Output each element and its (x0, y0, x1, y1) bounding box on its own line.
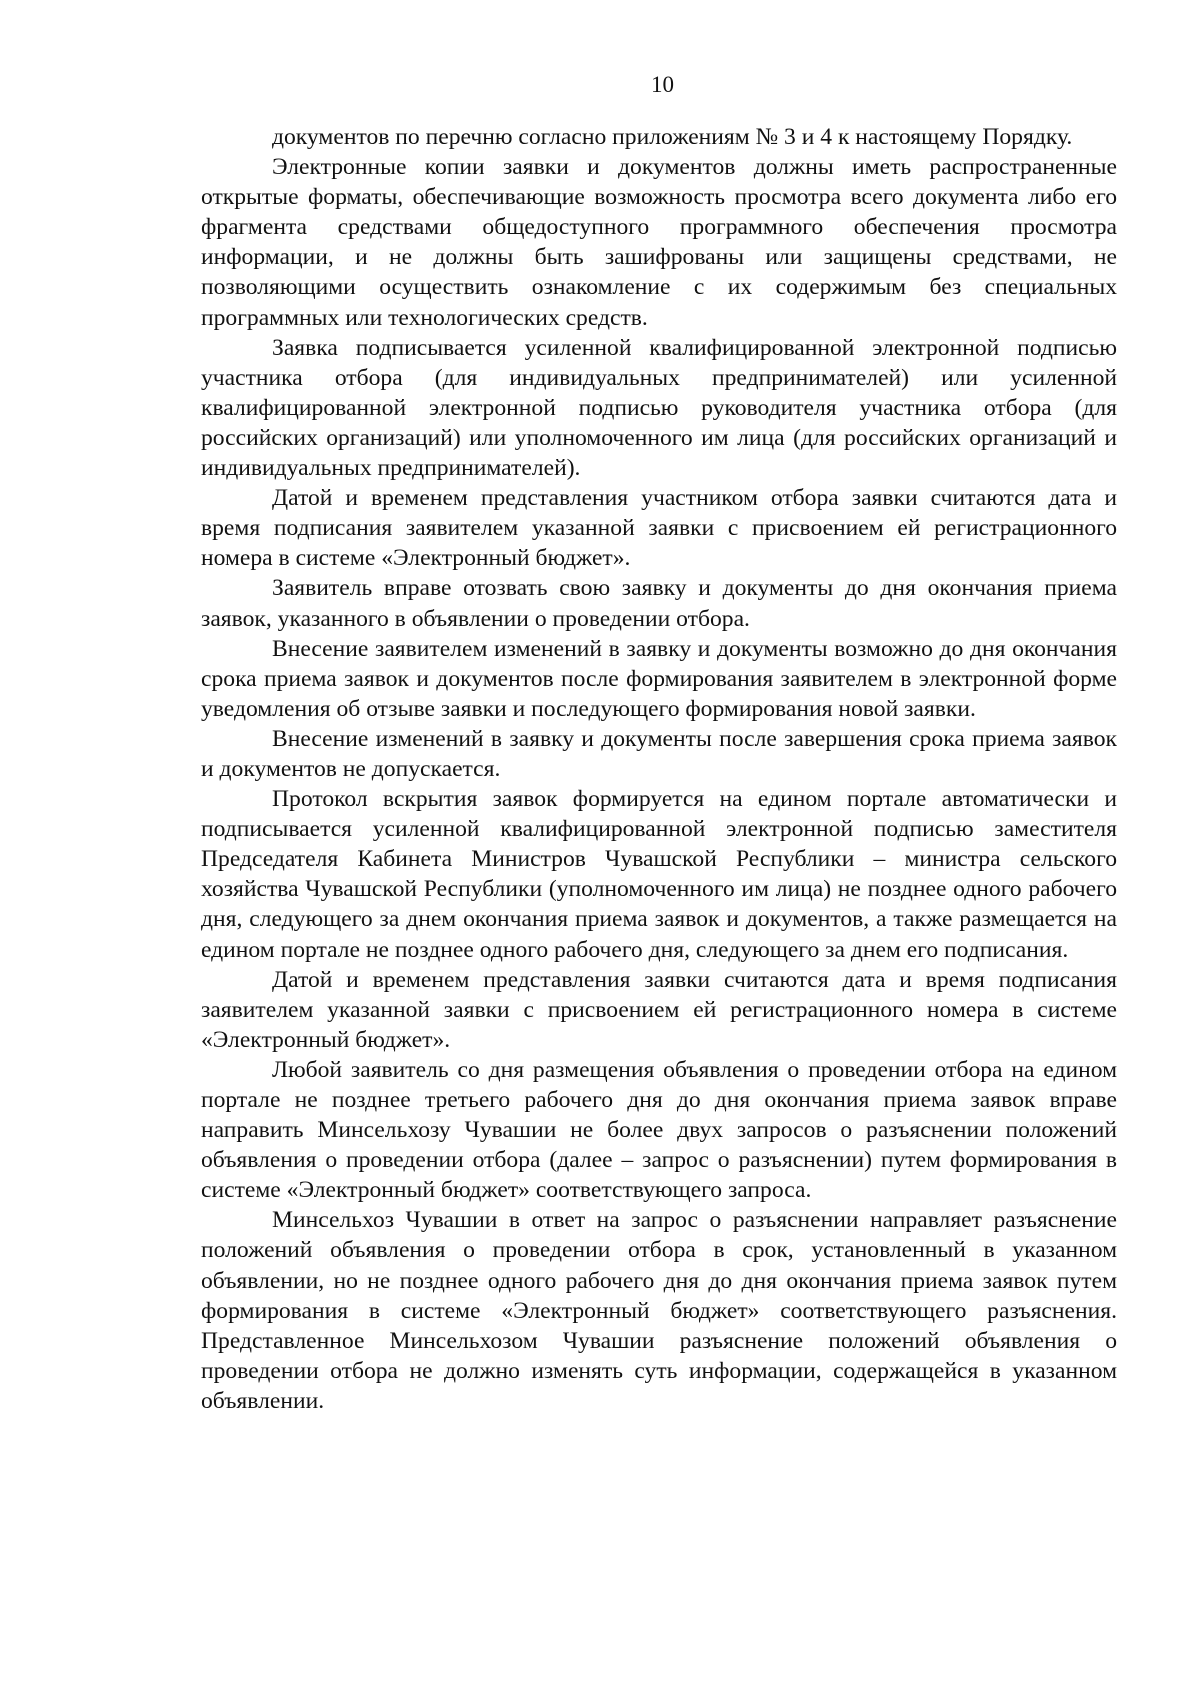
document-body (201, 122, 1117, 1416)
paragraph-opening-protocol: Протокол вскрытия заявок формируется на едином портале автоматически и подписывается усиленной квалифицированной электронной подписью заместителя Председателя Кабинета Министров Чувашской Республики – министра сельского хозяйства Чувашской Республики (уполномоченного им лица) не позднее одного рабочего дня, следующего за днем окончания приема заявок и документов, а также размещается на едином портале не позднее одного рабочего дня, следующего за днем его подписания. (201, 786, 1117, 963)
paragraph-continuation: документов по перечню согласно приложениям № 3 и 4 к настоящему Порядку. (272, 124, 1073, 150)
paragraph-application-signing: Заявка подписывается усиленной квалифицированной электронной подписью участника отбора (для индивидуальных предпринимателей) или усиленной квалифицированной электронной подписью руководителя участника отбора (для российских организаций) или уполномоченного им лица (для российских организаций и индивидуальных предпринимателей). (201, 334, 1117, 482)
paragraph-clarification-response: Минсельхоз Чувашии в ответ на запрос о разъяснении направляет разъяснение положений объявления о проведении отбора в срок, установленный в указанном объявлении, но не позднее одного рабочего дня до дня окончания приема заявок путем формирования в системе «Электронный бюджет» соответствующего разъяснения. Представленное Минсельхозом Чувашии разъяснение положений объявления о проведении отбора не должно изменять суть информации, содержащейся в указанном объявлении. (201, 1207, 1117, 1414)
paragraph-changes-after-deadline: Внесение изменений в заявку и документы после завершения срока приема заявок и документов не допускается. (201, 725, 1117, 782)
paragraph-clarification-request: Любой заявитель со дня размещения объявления о проведении отбора на едином портале не позднее третьего рабочего дня до дня окончания приема заявок вправе направить Минсельхозу Чувашии не более двух запросов о разъяснении положений объявления о проведении отбора (далее – запрос о разъяснении) путем формирования в системе «Электронный бюджет» соответствующего запроса. (201, 1056, 1117, 1204)
paragraph-application-date: Датой и временем представления заявки считаются дата и время подписания заявителем указанной заявки с присвоением ей регистрационного номера в системе «Электронный бюджет». (201, 966, 1117, 1053)
paragraph-electronic-copies: Электронные копии заявки и документов должны иметь распространенные открытые форматы, обеспечивающие возможность просмотра всего документа либо его фрагмента средствами общедоступного программного обеспечения просмотра информации, и не должны быть зашифрованы или защищены средствами, не позволяющими осуществить ознакомление с их содержимым без специальных программных или технологических средств. (201, 154, 1117, 331)
page-number: 10 (651, 72, 674, 97)
paragraph-withdrawal: Заявитель вправе отозвать свою заявку и документы до дня окончания приема заявок, указанного в объявлении о проведении отбора. (201, 575, 1117, 632)
paragraph-submission-date: Датой и временем представления участником отбора заявки считаются дата и время подписания заявителем указанной заявки с присвоением ей регистрационного номера в системе «Электронный бюджет». (201, 485, 1117, 572)
paragraph-changes-before-deadline: Внесение заявителем изменений в заявку и документы возможно до дня окончания срока приема заявок и документов после формирования заявителем в электронной форме уведомления об отзыве заявки и последующего формирования новой заявки. (201, 635, 1117, 722)
